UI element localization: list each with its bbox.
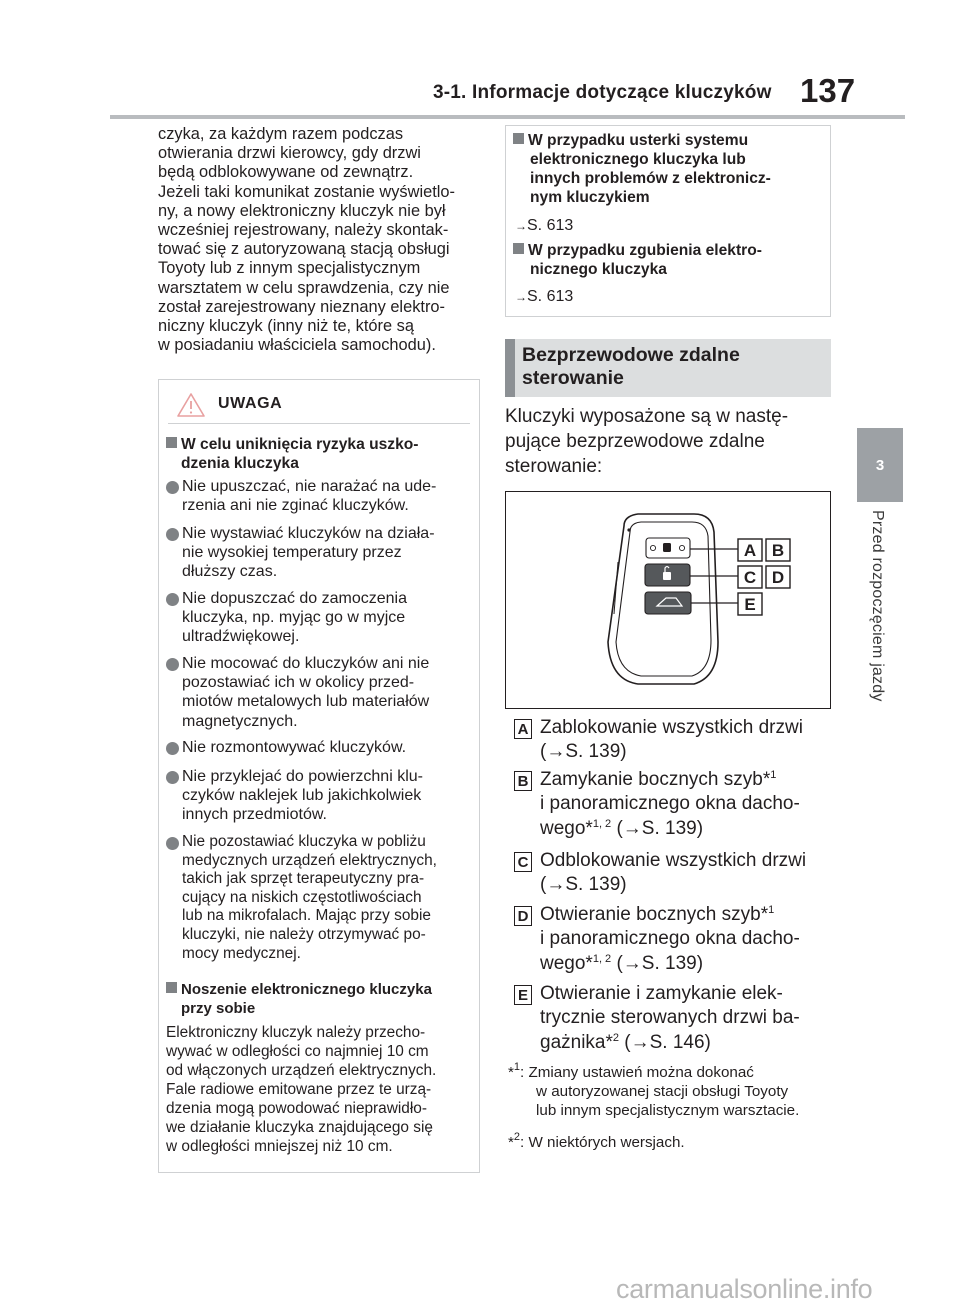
section-lead bbox=[505, 405, 788, 479]
page-reference[interactable]: (→S. 139) bbox=[611, 952, 704, 974]
heading-line: przy sobie bbox=[181, 1000, 256, 1017]
square-bullet-icon bbox=[166, 437, 177, 448]
footnote-star: * bbox=[508, 1134, 514, 1151]
footnote-mark: 1, 2 bbox=[592, 817, 612, 830]
text-line: Odblokowanie wszystkich drzwi bbox=[540, 850, 807, 871]
legend-letter-a: A bbox=[514, 719, 532, 739]
text-line: medycznych urządzeń elektrycznych, bbox=[182, 851, 437, 869]
footnote-mark: 2 bbox=[612, 1031, 620, 1044]
text-line: Elektroniczny kluczyk należy przecho- bbox=[166, 1024, 426, 1041]
info-heading bbox=[513, 241, 762, 279]
text-line: niczny kluczyk (inny niż te, które są bbox=[158, 317, 414, 336]
text-line: lub na mikrofalach. Mając przy sobie bbox=[182, 907, 431, 925]
circle-bullet-icon bbox=[166, 742, 179, 755]
text-line: Fale radiowe emitowane przez te urzą- bbox=[166, 1081, 432, 1098]
heading-line: innych problemów z elektronicz- bbox=[530, 170, 771, 187]
key-fob-illustration bbox=[506, 492, 830, 708]
footnote-mark: 1 bbox=[768, 904, 775, 916]
text-line: został zarejestrowany nieznany elektro- bbox=[158, 297, 445, 316]
circle-bullet-icon bbox=[166, 658, 179, 671]
text-line: w autoryzowanej stacji obsługi Toyoty bbox=[536, 1083, 789, 1101]
page-reference[interactable] bbox=[515, 217, 573, 235]
arrow-icon: → bbox=[515, 290, 527, 304]
page-reference[interactable]: (→S. 146) bbox=[619, 1031, 711, 1053]
footnote-number: 1 bbox=[513, 1061, 521, 1073]
circle-bullet-icon bbox=[166, 593, 179, 606]
text-line: takich jak sprzęt terapeutyczny pra- bbox=[182, 870, 425, 888]
text-line: dzenia mogą powodować nieprawidło- bbox=[166, 1100, 427, 1117]
text-line: kluczyka, np. myjąc go w myjce bbox=[182, 609, 406, 627]
text-line: Zablokowanie wszystkich drzwi bbox=[540, 717, 803, 738]
heading-line: nym kluczykiem bbox=[530, 189, 650, 206]
text-line: we działanie kluczyka znajdującego się bbox=[166, 1119, 433, 1136]
text-fragment: wego* bbox=[540, 952, 593, 974]
warning-item bbox=[182, 477, 477, 515]
text-line: nie wysokiej temperatury przez bbox=[182, 544, 402, 562]
text-fragment: : W niektórych wersjach. bbox=[520, 1134, 685, 1151]
reference-text: S. 613 bbox=[527, 288, 574, 305]
text-line: dłuższy czas. bbox=[182, 563, 278, 581]
legend-item-d bbox=[540, 903, 800, 976]
title-line: Bezprzewodowe zdalne bbox=[522, 344, 740, 366]
intro-paragraph bbox=[158, 125, 480, 355]
legend-item-e bbox=[540, 982, 800, 1055]
label-c: C bbox=[743, 568, 757, 587]
circle-bullet-icon bbox=[166, 481, 179, 494]
text-line: miotów metalowych lub materiałów bbox=[182, 693, 430, 711]
text-line: pujące bezprzewodowe zdalne bbox=[505, 430, 765, 452]
text-line: trycznie sterowanych drzwi ba- bbox=[540, 1007, 800, 1029]
info-heading bbox=[513, 131, 771, 207]
circle-bullet-icon bbox=[166, 837, 179, 850]
text-line: Toyoty lub z innym specjalistycznym bbox=[158, 259, 421, 278]
legend-item-b bbox=[540, 768, 800, 841]
text-line: w posiadaniu właściciela samochodu). bbox=[158, 336, 436, 355]
legend-letter-b: B bbox=[514, 771, 532, 791]
text-line: Nie rozmontowywać kluczyków. bbox=[182, 739, 407, 756]
text-line: magnetycznych. bbox=[182, 712, 298, 730]
warning-title: UWAGA bbox=[218, 395, 283, 412]
header-rule bbox=[110, 115, 905, 119]
text-line: lub innym specjalistycznym warsztacie. bbox=[536, 1102, 800, 1120]
text-line: warsztatem w celu sprawdzenia, czy nie bbox=[158, 278, 450, 297]
text-line: mocy medycznej. bbox=[182, 944, 301, 962]
text-line: Jeżeli taki komunikat zostanie wyświetlo- bbox=[158, 182, 455, 201]
text-line: czyków naklejek lub jakichkolwiek bbox=[182, 787, 422, 805]
label-a: A bbox=[743, 541, 757, 560]
text-line: wywać w odległości co najmniej 10 cm bbox=[166, 1043, 429, 1060]
chapter-tab: 3 bbox=[857, 428, 903, 502]
label-e: E bbox=[744, 595, 756, 614]
heading-line: dzenia kluczyka bbox=[181, 455, 299, 472]
reference-text: S. 613 bbox=[527, 217, 574, 234]
text-fragment: : Zmiany ustawień można dokonać bbox=[520, 1064, 754, 1081]
heading-line: W przypadku usterki systemu bbox=[528, 132, 749, 149]
legend-letter-c: C bbox=[514, 852, 532, 872]
square-bullet-icon bbox=[513, 243, 524, 254]
page-reference[interactable]: (→S. 139) bbox=[611, 817, 704, 839]
footnote-mark: 1, 2 bbox=[592, 952, 612, 965]
legend-letter-d: D bbox=[514, 906, 532, 926]
heading-line: nicznego kluczyka bbox=[530, 261, 667, 278]
text-fragment: Zamykanie bocznych szyb* bbox=[540, 769, 771, 790]
page-reference[interactable]: (→S. 139) bbox=[540, 741, 627, 763]
running-header-title: 3-1. Informacje dotyczące kluczyków bbox=[433, 82, 772, 103]
text-line: Otwieranie i zamykanie elek- bbox=[540, 983, 783, 1004]
warning-paragraph bbox=[166, 1023, 436, 1156]
footnote-number: 2 bbox=[513, 1131, 521, 1143]
text-line: innych przedmiotów. bbox=[182, 806, 327, 824]
square-bullet-icon bbox=[166, 982, 177, 993]
warning-heading bbox=[166, 980, 432, 1018]
arrow-icon: → bbox=[515, 219, 527, 233]
text-line: w odległości mniejszej niż 10 cm. bbox=[166, 1138, 393, 1155]
square-bullet-icon bbox=[513, 133, 524, 144]
section-title bbox=[522, 344, 740, 390]
warning-item bbox=[182, 654, 477, 731]
legend-letter-e: E bbox=[514, 985, 532, 1005]
warning-item bbox=[182, 589, 477, 647]
text-line: będą odblokowywane od zewnątrz. bbox=[158, 163, 414, 182]
warning-item bbox=[182, 524, 477, 582]
text-line: Kluczyki wyposażone są w nastę- bbox=[505, 406, 789, 427]
section-band-accent bbox=[505, 339, 515, 397]
warning-item bbox=[182, 767, 477, 825]
warning-heading bbox=[166, 435, 418, 473]
page-reference[interactable] bbox=[515, 288, 573, 306]
legend-item-c bbox=[540, 849, 806, 898]
text-line: pozostawiać ich w okolicy przed- bbox=[182, 674, 415, 692]
legend-item-a bbox=[540, 716, 803, 765]
circle-bullet-icon bbox=[166, 528, 179, 541]
heading-line: W przypadku zgubienia elektro- bbox=[528, 242, 762, 259]
heading-line: Noszenie elektronicznego kluczyka bbox=[181, 981, 432, 998]
text-line: wcześniej rejestrowany, należy skontak- bbox=[158, 221, 449, 240]
text-line: Nie upuszczać, nie narażać na ude- bbox=[182, 478, 437, 495]
heading-line: elektronicznego kluczyka lub bbox=[530, 151, 746, 168]
chapter-title: Przed rozpoczęciem jazdy bbox=[869, 510, 886, 702]
footnote-1 bbox=[508, 1063, 799, 1121]
text-line: cujący na niskich częstotliwościach bbox=[182, 888, 422, 906]
text-fragment: wego* bbox=[540, 817, 593, 839]
text-fragment: Otwieranie bocznych szyb* bbox=[540, 904, 769, 925]
page-number: 137 bbox=[800, 72, 856, 109]
title-line: sterowanie bbox=[522, 367, 624, 389]
page-reference[interactable]: (→S. 139) bbox=[540, 874, 627, 896]
text-fragment: gażnika* bbox=[540, 1031, 613, 1053]
text-line: rzenia ani nie zginać kluczyków. bbox=[182, 497, 409, 515]
heading-line: W celu uniknięcia ryzyka uszko- bbox=[181, 436, 419, 453]
text-line: tować się z autoryzowaną stacją obsługi bbox=[158, 240, 450, 259]
circle-bullet-icon bbox=[166, 771, 179, 784]
text-line: i panoramicznego okna dacho- bbox=[540, 928, 800, 950]
footnote-2 bbox=[508, 1133, 685, 1152]
text-line: ny, a nowy elektroniczny kluczyk nie był bbox=[158, 201, 446, 220]
text-line: otwierania drzwi kierowcy, gdy drzwi bbox=[158, 144, 421, 163]
warning-triangle-icon bbox=[176, 392, 206, 418]
text-line: od włączonych urządzeń elektrycznych. bbox=[166, 1062, 437, 1079]
text-line: Nie pozostawiać kluczyka w pobliżu bbox=[182, 833, 426, 850]
text-line: ultradźwiękowej. bbox=[182, 628, 300, 646]
text-line: Nie wystawiać kluczyków na działa- bbox=[182, 525, 435, 542]
text-line: kluczyki, nie należy otrzymywać po- bbox=[182, 925, 426, 943]
text-line: Nie mocować do kluczyków ani nie bbox=[182, 655, 430, 672]
watermark: carmanualsonline.info bbox=[616, 1274, 873, 1304]
label-d: D bbox=[771, 568, 785, 587]
text-line: Nie przyklejać do powierzchni klu- bbox=[182, 768, 423, 785]
text-line: czyka, za każdym razem podczas bbox=[158, 125, 404, 143]
footnote-star: * bbox=[508, 1064, 514, 1081]
text-line: sterowanie: bbox=[505, 455, 603, 477]
warning-item bbox=[182, 833, 477, 963]
text-line: i panoramicznego okna dacho- bbox=[540, 793, 800, 815]
warning-item bbox=[182, 738, 477, 757]
label-b: B bbox=[771, 541, 785, 560]
text-line: Nie dopuszczać do zamoczenia bbox=[182, 590, 408, 607]
warning-divider bbox=[168, 423, 470, 424]
footnote-mark: 1 bbox=[770, 769, 777, 781]
